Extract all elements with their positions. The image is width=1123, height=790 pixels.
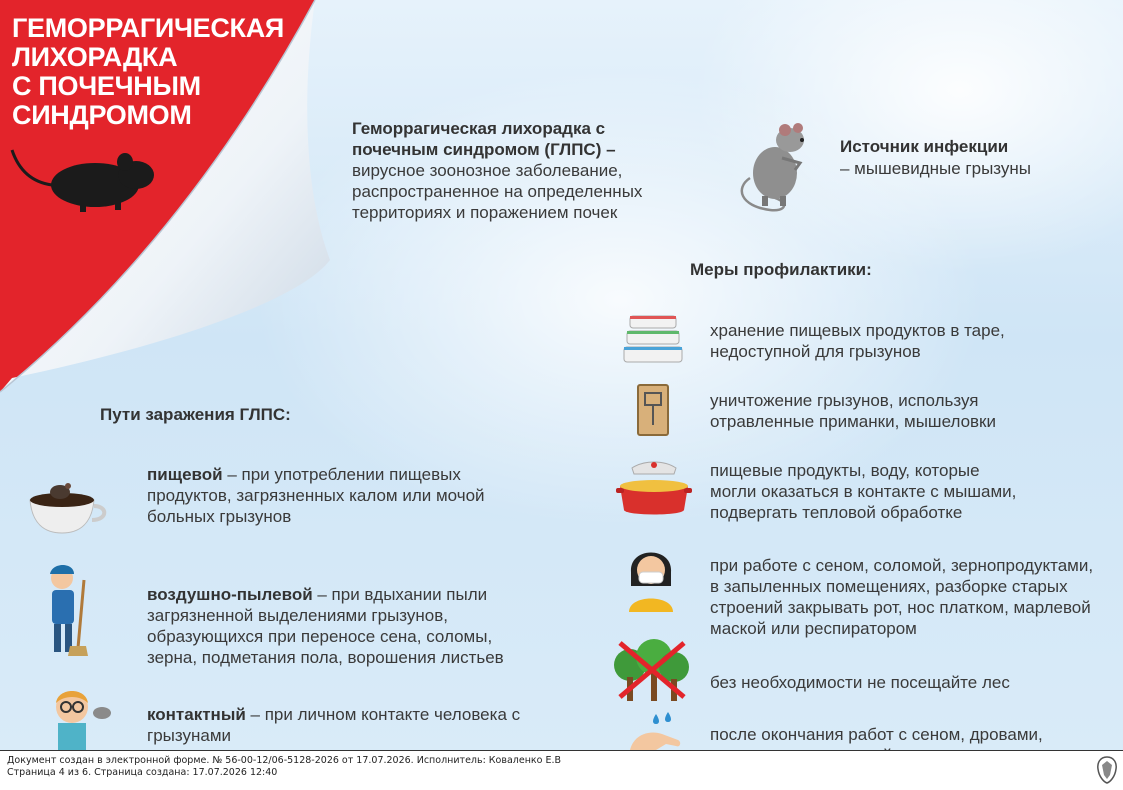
prevention-item-6: после окончания работ с сеном, дровами, <box>710 725 1043 744</box>
rat-icon <box>730 118 820 218</box>
route-airborne-text: – при вдыхании пыли загрязненной выделениями грызунов, образующихся при переносе сена, соломы, зерна, подметания пола, ворошения листьев <box>147 585 504 667</box>
prevention-heading: Меры профилактики: <box>690 260 872 279</box>
food-containers-icon <box>624 312 684 367</box>
definition-term: Геморрагическая лихорадка с почечным синдромом (ГЛПС) <box>352 119 606 159</box>
route-airborne <box>147 584 527 668</box>
infection-source <box>840 136 1100 180</box>
sweeping-worker-icon <box>40 560 95 660</box>
infection-source-title: Источник инфекции <box>840 137 1009 156</box>
footer-line-1: Документ создан в электронной форме. № 56-00-12/06-5128-2026 от 17.07.2026. Исполнитель: Коваленко Е.В <box>7 755 562 766</box>
definition-dash: – <box>601 140 616 159</box>
prevention-item-3: пищевые продукты, воду, которые могли оказаться в контакте с мышами, подвергать тепловой обработке <box>710 461 1017 522</box>
emblem-icon <box>1094 755 1120 785</box>
document-footer <box>0 750 1123 790</box>
route-airborne-name: воздушно-пылевой <box>147 585 313 604</box>
woman-mask-icon <box>625 542 677 612</box>
prevention-item-1: хранение пищевых продуктов в таре, недоступной для грызунов <box>710 321 1005 361</box>
poster-title: ГЕМОРРАГИЧЕСКАЯ ЛИХОРАДКА С ПОЧЕЧНЫМ СИНДРОМОМ <box>12 13 285 130</box>
routes-heading: Пути заражения ГЛПС: <box>100 405 291 424</box>
prevention-item-2: уничтожение грызунов, используя отравленные приманки, мышеловки <box>710 391 996 431</box>
prevention-item-4: при работе с сеном, соломой, зернопродуктами, в запыленных помещениях, разборке старых строений закрывать рот, нос платком, марлевой маской или респиратором <box>710 556 1094 638</box>
cooking-pot-icon <box>614 462 694 520</box>
definition-block <box>352 118 682 223</box>
infection-source-text: – мышевидные грызуны <box>840 159 1031 178</box>
prevention-item-5: без необходимости не посещайте лес <box>710 673 1010 692</box>
route-food-text: – при употреблении пищевых продуктов, загрязненных калом или мочой больных грызунов <box>147 465 485 526</box>
no-forest-icon <box>612 635 692 705</box>
washing-hands-icon <box>626 710 686 750</box>
boy-with-mouse-icon <box>40 683 120 750</box>
definition-text: вирусное зоонозное заболевание, распространенное на определенных территориях и поражением почек <box>352 161 643 222</box>
route-contact <box>147 704 527 746</box>
route-contact-text: – при личном контакте человека с грызунами <box>147 705 521 745</box>
footer-line-2: Страница 4 из 6. Страница создана: 17.07.2026 12:40 <box>7 767 278 778</box>
cup-with-mouse-icon <box>22 478 112 538</box>
route-food-name: пищевой <box>147 465 223 484</box>
mousetrap-icon <box>636 383 670 438</box>
route-contact-name: контактный <box>147 705 246 724</box>
route-food <box>147 464 527 527</box>
